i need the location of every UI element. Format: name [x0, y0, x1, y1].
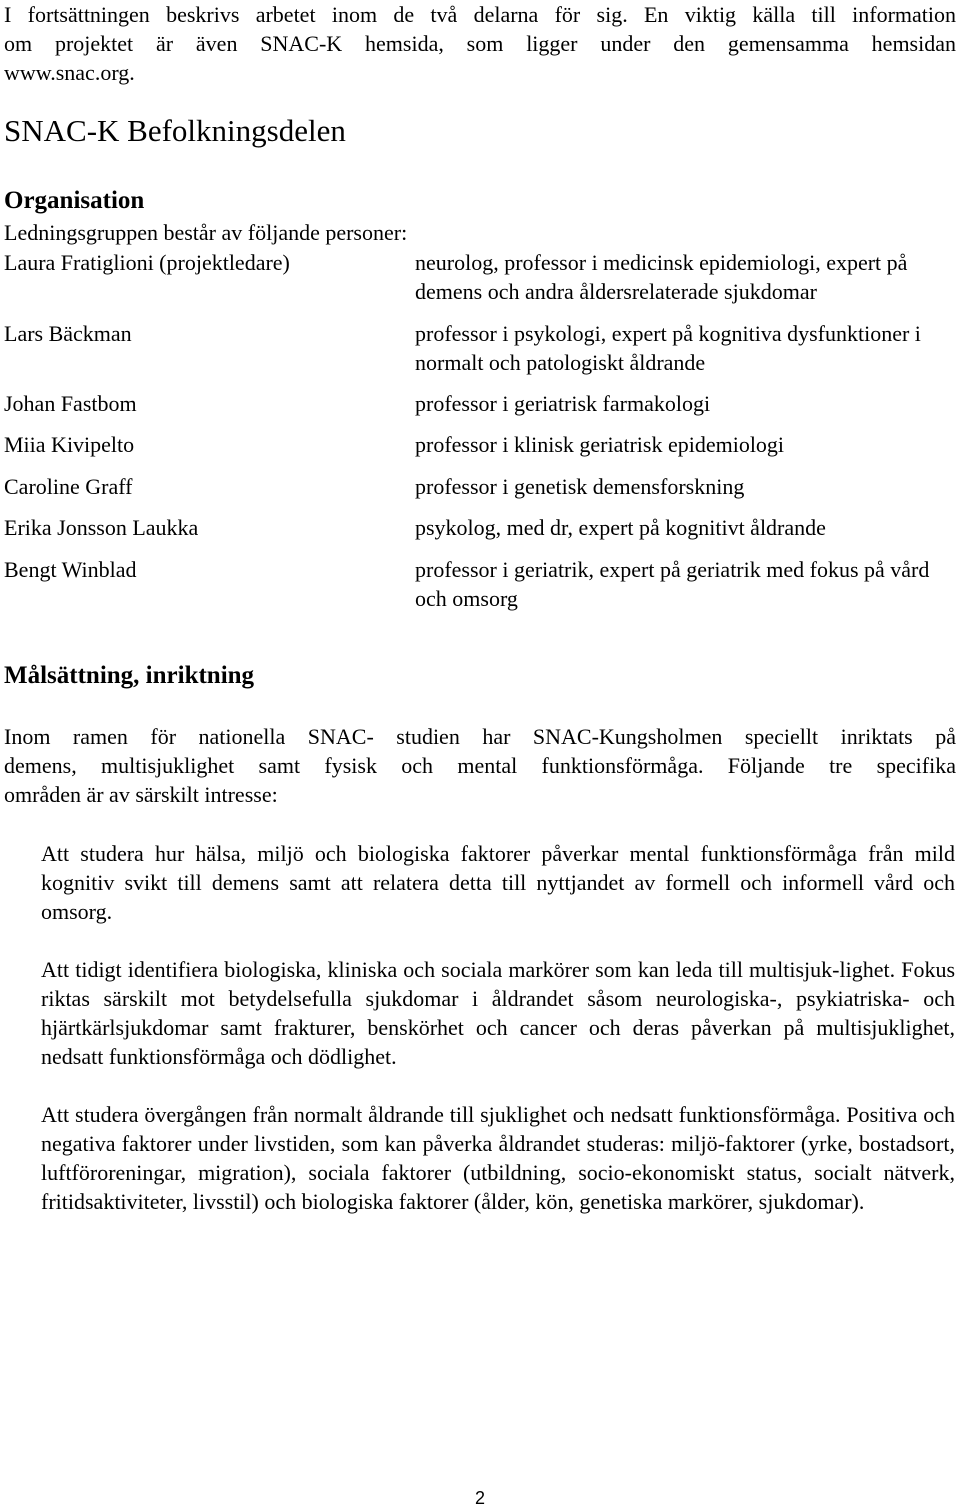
- malsattning-heading: Målsättning, inriktning: [4, 662, 255, 689]
- person-role: professor i geriatrisk farmakologi: [415, 391, 711, 416]
- person-role: psykolog, med dr, expert på kognitivt åldrande: [415, 515, 826, 540]
- person-role: professor i geriatrik, expert på geriatrik med fokus på vård och omsorg: [415, 557, 930, 611]
- intro-paragraph: [4, 0, 956, 87]
- malsattning-intro-line-2: demens, multisjuklighet samt fysisk och mental funktionsförmåga. Följande tre specifika: [4, 753, 956, 778]
- person-name: Caroline Graff: [4, 474, 133, 499]
- organisation-heading: Organisation: [4, 187, 145, 214]
- focus-area-paragraph: Att studera övergången från normalt åldrande till sjuklighet och nedsatt funktionsförmåga. Positiva och negativa faktorer under livstiden, som kan påverka åldrandet studeras: miljö-faktorer (yrke, bostadsort, luftföroreningar, migration), sociala faktorer (utbildning, socio-ekonomiskt status, socialt nätverk, fritidsaktiviteter, livsstil) och biologiska faktorer (ålder, kön, genetiska markörer, sjukdomar).: [41, 1102, 955, 1214]
- organisation-lead: Ledningsgruppen består av följande personer:: [4, 220, 408, 245]
- focus-area-paragraph: Att studera hur hälsa, miljö och biologiska faktorer påverkar mental funktionsförmåga från mild kognitiv svikt till demens samt att relatera detta till nyttjandet av formell och informell vård och omsorg.: [41, 841, 955, 924]
- section-title: SNAC-K Befolkningsdelen: [4, 113, 346, 148]
- focus-area-paragraph: Att tidigt identifiera biologiska, kliniska och sociala markörer som kan leda till multisjuk-lighet. Fokus riktas särskilt mot betydelsefulla sjukdomar i åldrandet såsom neurologiska-, psykiatriska- och hjärtkärlsjukdomar samt frakturer, benskörhet och cancer och deras påverkan på multisjuklighet, nedsatt funktionsförmåga och dödlighet.: [41, 957, 955, 1069]
- person-name: Laura Fratiglioni (projektledare): [4, 250, 290, 275]
- malsattning-intro: [4, 722, 956, 809]
- person-role: professor i genetisk demensforskning: [415, 474, 745, 499]
- person-name: Erika Jonsson Laukka: [4, 515, 199, 540]
- person-role: neurolog, professor i medicinsk epidemiologi, expert på demens och andra åldersrelaterade sjukdomar: [415, 250, 908, 304]
- malsattning-intro-line-3: områden är av särskilt intresse:: [4, 782, 278, 807]
- person-role: professor i psykologi, expert på kognitiva dysfunktioner i normalt och patologiskt åldrande: [415, 321, 921, 375]
- page-number: 2: [474, 1488, 485, 1508]
- malsattning-intro-line-1: Inom ramen för nationella SNAC- studien har SNAC-Kungsholmen speciellt inriktats på: [4, 724, 956, 749]
- person-name: Lars Bäckman: [4, 321, 132, 346]
- person-role: professor i klinisk geriatrisk epidemiologi: [415, 432, 785, 457]
- intro-line-2: om projektet är även SNAC-K hemsida, som ligger under den gemensamma hemsidan: [4, 31, 956, 56]
- person-name: Johan Fastbom: [4, 391, 137, 416]
- intro-line-3: www.snac.org.: [4, 60, 135, 85]
- person-name: Miia Kivipelto: [4, 432, 135, 457]
- person-name: Bengt Winblad: [4, 557, 137, 582]
- intro-line-1: I fortsättningen beskrivs arbetet inom de två delarna för sig. En viktig källa till information: [4, 2, 956, 27]
